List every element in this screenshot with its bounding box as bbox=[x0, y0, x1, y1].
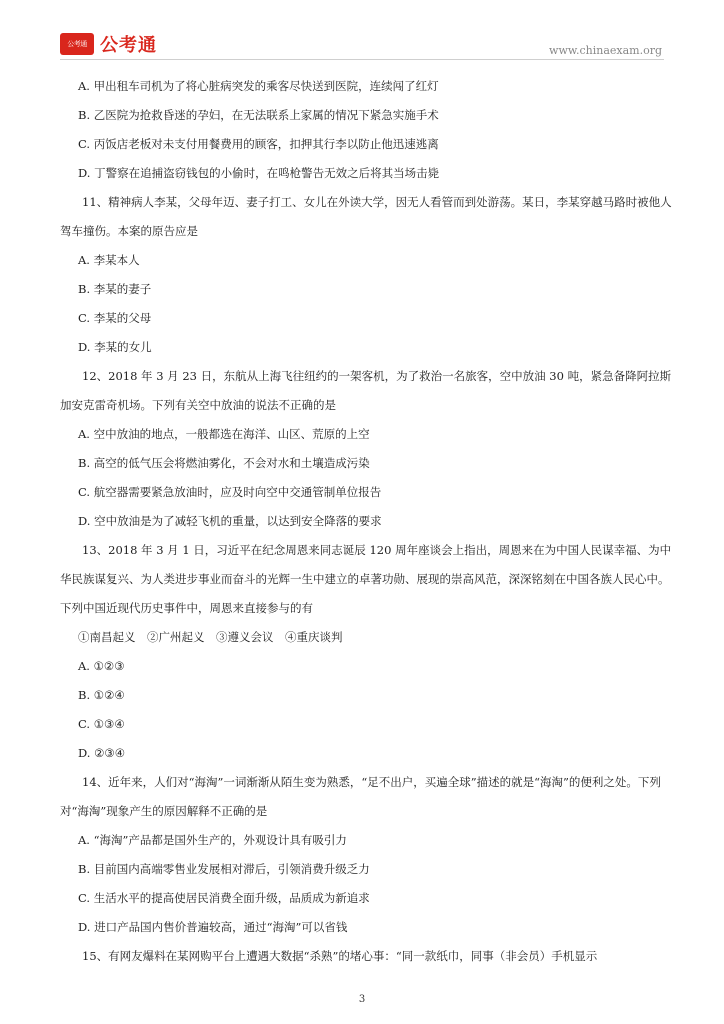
logo-text: 公考通 bbox=[100, 35, 157, 56]
logo-badge: 公考通 bbox=[60, 33, 94, 55]
q11-option-d: D. 李某的女儿 bbox=[78, 340, 152, 354]
q10-option-a: A. 甲出租车司机为了将心脏病突发的乘客尽快送到医院，连续闯了红灯 bbox=[78, 79, 439, 93]
q14-option-d: D. 进口产品国内售价普遍较高，通过“海淘”可以省钱 bbox=[78, 920, 348, 934]
q13-option-c: C. ①③④ bbox=[78, 717, 125, 731]
q12-option-b: B. 高空的低气压会将燃油雾化，不会对水和土壤造成污染 bbox=[78, 456, 370, 470]
q10-option-b: B. 乙医院为抢救昏迷的孕妇，在无法联系上家属的情况下紧急实施手术 bbox=[78, 108, 439, 122]
q14-option-c: C. 生活水平的提高使居民消费全面升级，品质成为新追求 bbox=[78, 891, 370, 905]
q15-stem: 15、有网友爆料在某网购平台上遭遇大数据“杀熟”的堵心事：“同一款纸巾，同事（非会员）手机显示 bbox=[82, 949, 598, 963]
q12-option-a: A. 空中放油的地点，一般都选在海洋、山区、荒原的上空 bbox=[78, 427, 370, 441]
q10-option-c: C. 丙饭店老板对未支付用餐费用的顾客，扣押其行李以防止他迅速逃离 bbox=[78, 137, 439, 151]
q12-option-c: C. 航空器需要紧急放油时，应及时向空中交通管制单位报告 bbox=[78, 485, 382, 499]
q12-stem: 12、2018 年 3 月 23 日，东航从上海飞往纽约的一架客机，为了救治一名旅客，空中放油 30 吨，紧急备降阿拉斯加安克雷奇机场。下列有关空中放油的说法不正确的是 bbox=[60, 369, 672, 412]
q14-option-a: A. “海淘”产品都是国外生产的，外观设计具有吸引力 bbox=[78, 833, 347, 847]
q10-option-d: D. 丁警察在追捕盗窃钱包的小偷时，在鸣枪警告无效之后将其当场击毙 bbox=[78, 166, 440, 180]
q11-stem: 11、精神病人李某，父母年迈、妻子打工、女儿在外读大学，因无人看管而到处游荡。某日，李某穿越马路时被他人驾车撞伤。本案的原告应是 bbox=[60, 195, 672, 238]
page-number: 3 bbox=[358, 994, 366, 1005]
document-body bbox=[60, 72, 672, 971]
q14-stem: 14、近年来，人们对“海淘”一词渐渐从陌生变为熟悉，“足不出户，买遍全球”描述的就是“海淘”的便利之处。下列对“海淘”现象产生的原因解释不正确的是 bbox=[60, 775, 661, 818]
logo bbox=[60, 32, 157, 56]
q13-stem: 13、2018 年 3 月 1 日，习近平在纪念周恩来同志诞辰 120 周年座谈会上指出，周恩来在为中国人民谋幸福、为中华民族谋复兴、为人类进步事业而奋斗的光辉一生中建立的卓著功勋、展现的崇高风范，深深铭刻在中国各族人民心中。下列中国近现代历史事件中，周恩来直接参与的有 bbox=[60, 543, 672, 615]
site-url[interactable]: www.chinaexam.org bbox=[549, 44, 662, 57]
q11-option-a: A. 李某本人 bbox=[78, 253, 140, 267]
q13-option-a: A. ①②③ bbox=[78, 659, 125, 673]
q11-option-c: C. 李某的父母 bbox=[78, 311, 152, 325]
q14-option-b: B. 目前国内高端零售业发展相对滞后，引领消费升级乏力 bbox=[78, 862, 370, 876]
q13-items: ①南昌起义 ②广州起义 ③遵义会议 ④重庆谈判 bbox=[78, 630, 343, 644]
q11-option-b: B. 李某的妻子 bbox=[78, 282, 152, 296]
q13-option-b: B. ①②④ bbox=[78, 688, 125, 702]
header-divider bbox=[60, 59, 664, 60]
q13-option-d: D. ②③④ bbox=[78, 746, 126, 760]
page-header bbox=[0, 0, 724, 64]
q12-option-d: D. 空中放油是为了减轻飞机的重量，以达到安全降落的要求 bbox=[78, 514, 382, 528]
